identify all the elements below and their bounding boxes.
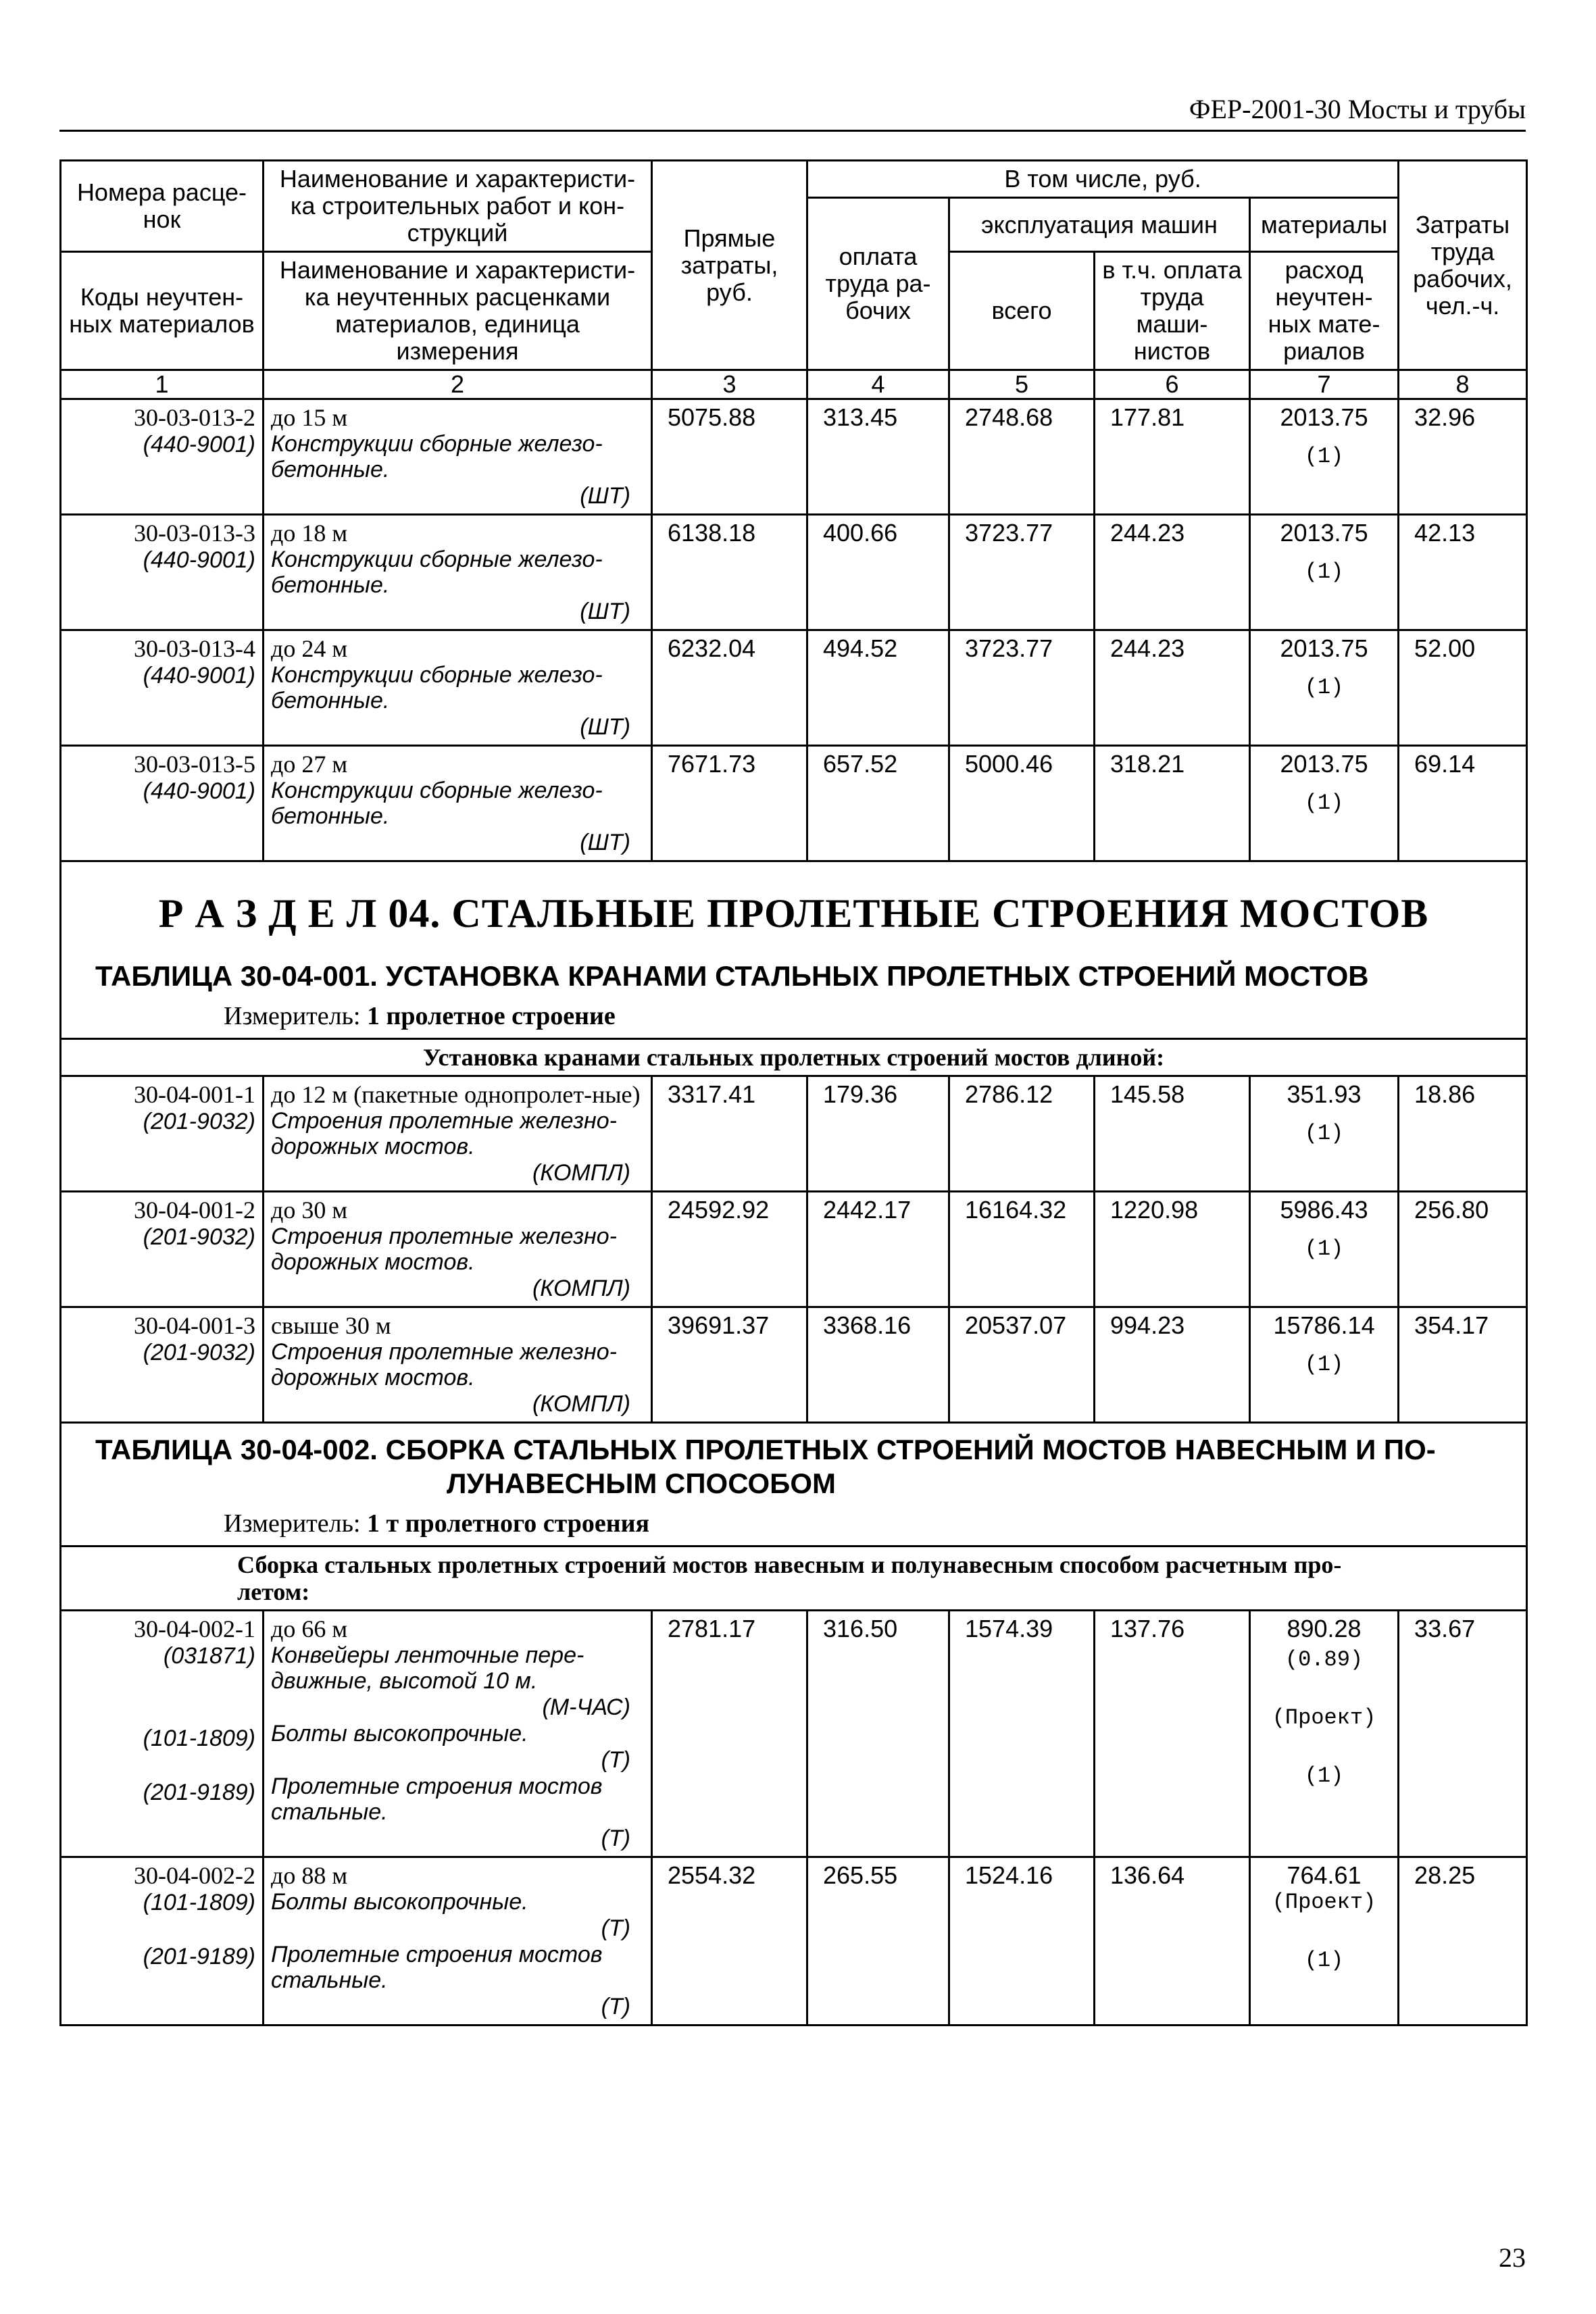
material-name: Конвейеры ленточные пере-движные, высотой 10 м. bbox=[271, 1642, 584, 1694]
measure-unit bbox=[224, 1510, 1526, 1537]
machines-total: 3723.77 bbox=[949, 515, 1095, 630]
rate-row bbox=[61, 1192, 1527, 1307]
machines-total: 5000.46 bbox=[949, 746, 1095, 861]
rate-code-cell bbox=[61, 1857, 264, 2026]
materials-cost: 5986.43 bbox=[1280, 1196, 1368, 1224]
material-quantity: (Проект) bbox=[1272, 1890, 1376, 1915]
rate-code-cell bbox=[61, 1192, 264, 1307]
worker-pay: 494.52 bbox=[807, 630, 949, 746]
materials-cost: 2013.75 bbox=[1280, 403, 1368, 431]
materials-cost: 2013.75 bbox=[1280, 634, 1368, 662]
material-unit: (КОМПЛ) bbox=[532, 1160, 630, 1186]
material-quantity: (1) bbox=[1304, 444, 1344, 469]
column-number: 1 bbox=[61, 370, 264, 399]
direct-costs: 5075.88 bbox=[652, 399, 807, 515]
section-title: Р А З Д Е Л 04. СТАЛЬНЫЕ ПРОЛЕТНЫЕ СТРОЕНИЯ МОСТОВ bbox=[158, 891, 1429, 936]
material-name: Конструкции сборные железо-бетонные. bbox=[271, 431, 603, 482]
rate-name-cell bbox=[264, 399, 652, 515]
material-unit: (Т) bbox=[601, 1994, 630, 2019]
rate-row bbox=[61, 1857, 1527, 2026]
worker-pay: 316.50 bbox=[807, 1611, 949, 1857]
header-machinist-pay: в т.ч. оплата труда маши-нистов bbox=[1095, 252, 1250, 370]
rate-code: 30-03-013-2 bbox=[134, 404, 255, 431]
machines-total: 2786.12 bbox=[949, 1076, 1095, 1192]
material-code: (101-1809) bbox=[143, 1890, 255, 1915]
header-row-1 bbox=[61, 161, 1527, 198]
rate-code-cell bbox=[61, 630, 264, 746]
material-unit: (Т) bbox=[601, 1826, 630, 1851]
header-rate-number: Номера расце-нок bbox=[61, 161, 264, 252]
work-name: свыше 30 м bbox=[271, 1312, 391, 1339]
work-name: до 24 м bbox=[271, 635, 348, 662]
group-heading: Установка кранами стальных пролетных строений мостов длиной: bbox=[61, 1039, 1527, 1076]
rate-row bbox=[61, 515, 1527, 630]
table-title-line: ЛУНАВЕСНЫМ СПОСОБОМ bbox=[447, 1467, 837, 1499]
group-heading-line: летом: bbox=[237, 1578, 310, 1605]
material-unit: (ШТ) bbox=[580, 714, 630, 740]
direct-costs: 3317.41 bbox=[652, 1076, 807, 1192]
column-number: 4 bbox=[807, 370, 949, 399]
header-materials: материалы bbox=[1250, 198, 1399, 252]
measure-label: Измеритель: bbox=[224, 1002, 361, 1030]
rate-name-cell bbox=[264, 1192, 652, 1307]
labor-hours: 256.80 bbox=[1399, 1192, 1527, 1307]
direct-costs: 7671.73 bbox=[652, 746, 807, 861]
rate-name-cell bbox=[264, 746, 652, 861]
rate-name-cell bbox=[264, 1611, 652, 1857]
machinist-pay: 145.58 bbox=[1095, 1076, 1250, 1192]
rate-code-cell bbox=[61, 515, 264, 630]
direct-costs: 39691.37 bbox=[652, 1307, 807, 1423]
rates-table bbox=[59, 159, 1528, 2026]
group-heading-row bbox=[61, 1039, 1527, 1076]
machinist-pay: 244.23 bbox=[1095, 630, 1250, 746]
machines-total: 1524.16 bbox=[949, 1857, 1095, 2026]
group-heading-line: Сборка стальных пролетных строений мостов навесным и полунавесным способом расчетным про- bbox=[237, 1551, 1342, 1578]
materials-cost: 2013.75 bbox=[1280, 519, 1368, 547]
header-material-names: Наименование и характеристи-ка неучтенных расценками материалов, единица измерения bbox=[264, 252, 652, 370]
material-code: (031871) bbox=[163, 1643, 255, 1669]
rate-row bbox=[61, 630, 1527, 746]
material-name: Пролетные строения мостов стальные. bbox=[271, 1774, 603, 1825]
worker-pay: 2442.17 bbox=[807, 1192, 949, 1307]
rate-code-cell bbox=[61, 1307, 264, 1423]
direct-costs: 6232.04 bbox=[652, 630, 807, 746]
labor-hours: 52.00 bbox=[1399, 630, 1527, 746]
material-quantity: (1) bbox=[1304, 1236, 1344, 1261]
materials-cell bbox=[1250, 746, 1399, 861]
worker-pay: 657.52 bbox=[807, 746, 949, 861]
material-unit: (КОМПЛ) bbox=[532, 1276, 630, 1301]
labor-hours: 28.25 bbox=[1399, 1857, 1527, 2026]
rate-row bbox=[61, 1307, 1527, 1423]
rate-name-cell bbox=[264, 630, 652, 746]
materials-cell bbox=[1250, 515, 1399, 630]
material-code: (440-9001) bbox=[143, 432, 255, 457]
group-heading-row bbox=[61, 1546, 1527, 1611]
worker-pay: 313.45 bbox=[807, 399, 949, 515]
material-code: (201-9032) bbox=[143, 1340, 255, 1365]
rate-name-cell bbox=[264, 1307, 652, 1423]
header-machines-total: всего bbox=[949, 252, 1095, 370]
column-number: 2 bbox=[264, 370, 652, 399]
column-number: 3 bbox=[652, 370, 807, 399]
materials-cell bbox=[1250, 1307, 1399, 1423]
material-unit: (КОМПЛ) bbox=[532, 1391, 630, 1417]
material-unit: (ШТ) bbox=[580, 599, 630, 624]
materials-cell bbox=[1250, 1192, 1399, 1307]
machinist-pay: 1220.98 bbox=[1095, 1192, 1250, 1307]
column-numbers-row bbox=[61, 370, 1527, 399]
page-number: 23 bbox=[1499, 2242, 1526, 2273]
material-name: Строения пролетные железно-дорожных мостов. bbox=[271, 1339, 617, 1390]
material-code: (440-9001) bbox=[143, 778, 255, 804]
labor-hours: 42.13 bbox=[1399, 515, 1527, 630]
column-number: 6 bbox=[1095, 370, 1250, 399]
material-name: Конструкции сборные железо-бетонные. bbox=[271, 778, 603, 829]
worker-pay: 400.66 bbox=[807, 515, 949, 630]
material-unit: (ШТ) bbox=[580, 830, 630, 855]
rate-code: 30-04-001-3 bbox=[134, 1312, 255, 1339]
machinist-pay: 318.21 bbox=[1095, 746, 1250, 861]
direct-costs: 6138.18 bbox=[652, 515, 807, 630]
table-title bbox=[95, 1433, 1505, 1501]
work-name: до 12 м (пакетные однопролет-ные) bbox=[271, 1081, 641, 1108]
labor-hours: 33.67 bbox=[1399, 1611, 1527, 1857]
header-material-consumption: расход неучтен-ных мате-риалов bbox=[1250, 252, 1399, 370]
work-name: до 66 м bbox=[271, 1615, 348, 1642]
material-name: Болты высокопрочные. bbox=[271, 1721, 528, 1746]
material-quantity: (1) bbox=[1304, 1352, 1344, 1377]
material-unit: (Т) bbox=[601, 1747, 630, 1773]
materials-cell bbox=[1250, 1857, 1399, 2026]
column-number: 7 bbox=[1250, 370, 1399, 399]
labor-hours: 18.86 bbox=[1399, 1076, 1527, 1192]
direct-costs: 2781.17 bbox=[652, 1611, 807, 1857]
rate-code-cell bbox=[61, 746, 264, 861]
rate-row bbox=[61, 399, 1527, 515]
work-name: до 88 м bbox=[271, 1862, 348, 1889]
work-name: до 18 м bbox=[271, 520, 348, 547]
rate-code-cell bbox=[61, 1611, 264, 1857]
machinist-pay: 244.23 bbox=[1095, 515, 1250, 630]
material-name: Пролетные строения мостов стальные. bbox=[271, 1942, 603, 1993]
rate-name-cell bbox=[264, 1076, 652, 1192]
material-quantity: (0.89) bbox=[1285, 1647, 1364, 1672]
rate-name-cell bbox=[264, 515, 652, 630]
direct-costs: 24592.92 bbox=[652, 1192, 807, 1307]
materials-cost: 15786.14 bbox=[1273, 1311, 1375, 1339]
rate-row bbox=[61, 1611, 1527, 1857]
material-code: (201-9032) bbox=[143, 1224, 255, 1250]
labor-hours: 69.14 bbox=[1399, 746, 1527, 861]
machinist-pay: 136.64 bbox=[1095, 1857, 1250, 2026]
machines-total: 20537.07 bbox=[949, 1307, 1095, 1423]
column-number: 8 bbox=[1399, 370, 1527, 399]
materials-cell bbox=[1250, 399, 1399, 515]
machinist-pay: 177.81 bbox=[1095, 399, 1250, 515]
header-work-name: Наименование и характеристи-ка строительных работ и кон-струкций bbox=[264, 161, 652, 252]
rate-code-cell bbox=[61, 399, 264, 515]
rate-code: 30-03-013-4 bbox=[134, 635, 255, 662]
material-quantity: (1) bbox=[1304, 675, 1344, 700]
header-rule bbox=[59, 130, 1526, 132]
table-title: ТАБЛИЦА 30-04-001. УСТАНОВКА КРАНАМИ СТАЛЬНЫХ ПРОЛЕТНЫХ СТРОЕНИЙ МОСТОВ bbox=[95, 960, 1369, 992]
material-quantity: (1) bbox=[1304, 1121, 1344, 1146]
column-number: 5 bbox=[949, 370, 1095, 399]
rate-code: 30-04-002-2 bbox=[134, 1862, 255, 1889]
materials-cell bbox=[1250, 1611, 1399, 1857]
header-worker-pay: оплата труда ра-бочих bbox=[807, 198, 949, 370]
measure-unit bbox=[224, 1003, 1526, 1030]
material-name: Болты высокопрочные. bbox=[271, 1889, 528, 1915]
measure-label: Измеритель: bbox=[224, 1509, 361, 1538]
labor-hours: 354.17 bbox=[1399, 1307, 1527, 1423]
section-block bbox=[61, 861, 1527, 1039]
machines-total: 3723.77 bbox=[949, 630, 1095, 746]
materials-cost: 351.93 bbox=[1287, 1080, 1362, 1108]
material-unit: (ШТ) bbox=[580, 483, 630, 509]
machines-total: 16164.32 bbox=[949, 1192, 1095, 1307]
material-unit: (Т) bbox=[601, 1915, 630, 1941]
rate-row bbox=[61, 746, 1527, 861]
table-title-line: ТАБЛИЦА 30-04-002. СБОРКА СТАЛЬНЫХ ПРОЛЕТНЫХ СТРОЕНИЙ МОСТОВ НАВЕСНЫМ И ПО- bbox=[95, 1434, 1436, 1465]
measure-value: 1 пролетное строение bbox=[367, 1002, 616, 1030]
header-machines: эксплуатация машин bbox=[949, 198, 1250, 252]
materials-cost: 2013.75 bbox=[1280, 750, 1368, 778]
material-code: (201-9189) bbox=[143, 1944, 255, 1969]
material-name: Конструкции сборные железо-бетонные. bbox=[271, 547, 603, 598]
material-quantity: (Проект) bbox=[1272, 1705, 1376, 1730]
table-title-block bbox=[61, 1423, 1527, 1546]
material-code: (101-1809) bbox=[143, 1726, 255, 1751]
rate-code: 30-03-013-3 bbox=[134, 520, 255, 547]
material-quantity: (1) bbox=[1304, 559, 1344, 584]
machinist-pay: 137.76 bbox=[1095, 1611, 1250, 1857]
worker-pay: 179.36 bbox=[807, 1076, 949, 1192]
worker-pay: 265.55 bbox=[807, 1857, 949, 2026]
header-material-codes: Коды неучтен-ных материалов bbox=[61, 252, 264, 370]
labor-hours: 32.96 bbox=[1399, 399, 1527, 515]
rate-code: 30-03-013-5 bbox=[134, 751, 255, 778]
rate-code: 30-04-001-2 bbox=[134, 1197, 255, 1224]
material-unit: (М-ЧАС) bbox=[542, 1694, 630, 1720]
material-code: (201-9032) bbox=[143, 1109, 255, 1134]
material-name: Строения пролетные железно-дорожных мостов. bbox=[271, 1224, 617, 1275]
work-name: до 15 м bbox=[271, 404, 348, 431]
machinist-pay: 994.23 bbox=[1095, 1307, 1250, 1423]
machines-total: 1574.39 bbox=[949, 1611, 1095, 1857]
header-direct-costs: Прямые затраты, руб. bbox=[652, 161, 807, 370]
measure-value: 1 т пролетного строения bbox=[367, 1509, 650, 1538]
running-head: ФЕР-2001-30 Мосты и трубы bbox=[1189, 94, 1526, 124]
material-code: (201-9189) bbox=[143, 1780, 255, 1805]
work-name: до 30 м bbox=[271, 1197, 348, 1224]
direct-costs: 2554.32 bbox=[652, 1857, 807, 2026]
material-quantity: (1) bbox=[1304, 1763, 1344, 1788]
rate-code-cell bbox=[61, 1076, 264, 1192]
header-including: В том числе, руб. bbox=[807, 161, 1399, 198]
rate-name-cell bbox=[264, 1857, 652, 2026]
material-code: (440-9001) bbox=[143, 663, 255, 688]
materials-cost: 890.28 bbox=[1287, 1615, 1362, 1642]
header-labor-hours: Затраты труда рабочих, чел.-ч. bbox=[1399, 161, 1527, 370]
material-quantity: (1) bbox=[1304, 1948, 1344, 1973]
work-name: до 27 м bbox=[271, 751, 348, 778]
material-quantity: (1) bbox=[1304, 790, 1344, 815]
materials-cell bbox=[1250, 630, 1399, 746]
materials-cell bbox=[1250, 1076, 1399, 1192]
rate-row bbox=[61, 1076, 1527, 1192]
material-name: Конструкции сборные железо-бетонные. bbox=[271, 662, 603, 713]
worker-pay: 3368.16 bbox=[807, 1307, 949, 1423]
rate-code: 30-04-002-1 bbox=[134, 1615, 255, 1642]
materials-cost: 764.61 bbox=[1287, 1861, 1362, 1889]
material-name: Строения пролетные железно-дорожных мостов. bbox=[271, 1108, 617, 1159]
rate-code: 30-04-001-1 bbox=[134, 1081, 255, 1108]
group-heading bbox=[61, 1546, 1527, 1611]
material-code: (440-9001) bbox=[143, 547, 255, 573]
machines-total: 2748.68 bbox=[949, 399, 1095, 515]
